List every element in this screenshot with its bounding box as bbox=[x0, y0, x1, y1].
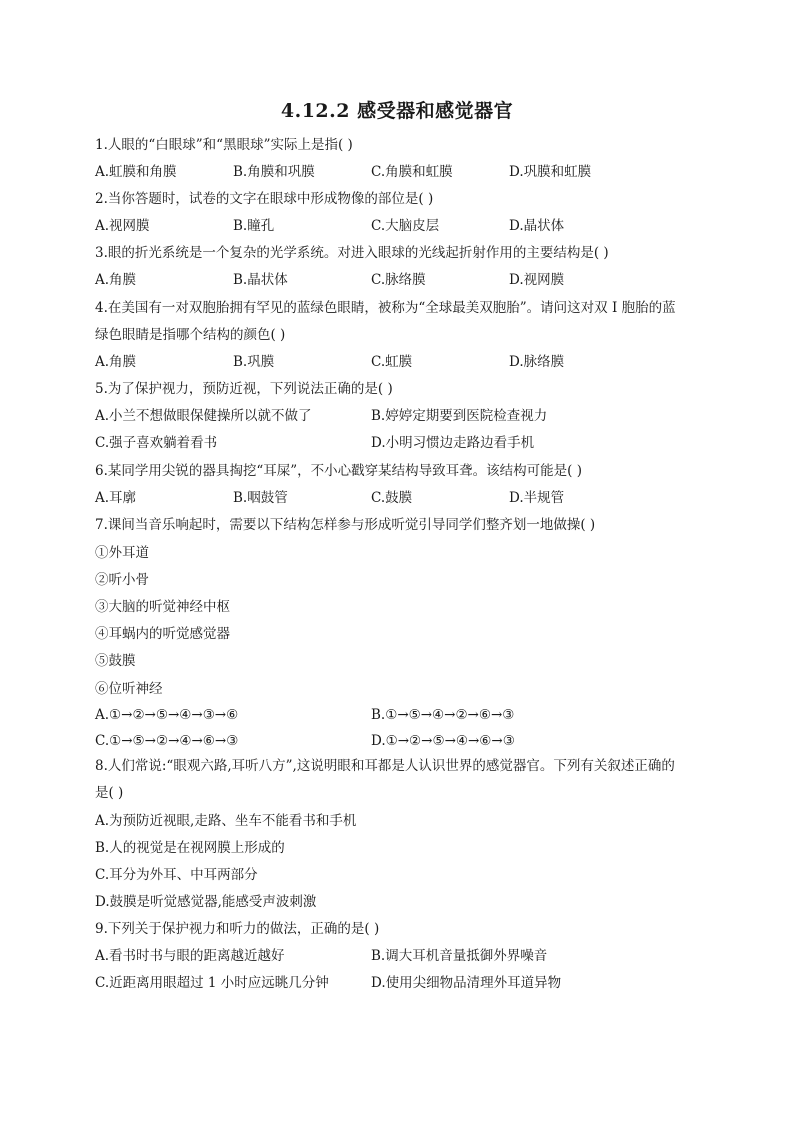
question-9-options-row-2 bbox=[95, 974, 705, 992]
option-c: C.角膜和虹膜 bbox=[371, 164, 453, 180]
option-d: D.视网膜 bbox=[509, 272, 565, 288]
option-b: B.调大耳机音量抵御外界噪音 bbox=[371, 948, 548, 964]
question-3-options bbox=[95, 271, 705, 289]
option-a: A.角膜 bbox=[95, 354, 137, 370]
question-4-stem-line-2: 绿色眼睛是指哪个结构的颜色( ) bbox=[95, 327, 286, 343]
question-5-options-row-2 bbox=[95, 434, 705, 452]
option-b: B.晶状体 bbox=[233, 272, 288, 288]
option-c: C.脉络膜 bbox=[371, 272, 426, 288]
option-c: C.大脑皮层 bbox=[371, 218, 440, 234]
question-7-item-3: ③大脑的听觉神经中枢 bbox=[95, 599, 230, 615]
question-7-item-1: ①外耳道 bbox=[95, 545, 149, 561]
question-5-stem: 5.为了保护视力，预防近视，下列说法正确的是( ) bbox=[95, 381, 393, 397]
question-6-options bbox=[95, 489, 705, 507]
option-c: C.鼓膜 bbox=[371, 490, 413, 506]
option-b: B.瞳孔 bbox=[233, 218, 275, 234]
question-6-stem: 6.某同学用尖锐的器具掏挖“耳屎”，不小心戳穿某结构导致耳聋。该结构可能是( ) bbox=[95, 463, 583, 479]
question-7-item-2: ②听小骨 bbox=[95, 572, 149, 588]
option-a: A.小兰不想做眼保健操所以就不做了 bbox=[95, 408, 312, 424]
question-7-item-6: ⑥位听神经 bbox=[95, 681, 163, 697]
question-1-stem: 1.人眼的“白眼球”和“黑眼球”实际上是指( ) bbox=[95, 137, 353, 153]
question-2-stem: 2.当你答题时，试卷的文字在眼球中形成物像的部位是( ) bbox=[95, 191, 434, 207]
page-title: 4.12.2 感受器和感觉器官 bbox=[280, 100, 514, 122]
option-d: D.脉络膜 bbox=[509, 354, 565, 370]
option-c: C.①→⑤→②→④→⑥→③ bbox=[95, 733, 239, 749]
question-7-item-5: ⑤鼓膜 bbox=[95, 653, 136, 669]
question-8-stem-line-1: 8.人们常说:“眼观六路,耳听八方”,这说明眼和耳都是人认识世界的感觉器官。下列有关叙述正确的 bbox=[95, 758, 675, 774]
option-d: D.巩膜和虹膜 bbox=[509, 164, 592, 180]
option-a: A.看书时书与眼的距离越近越好 bbox=[95, 948, 285, 964]
question-7-item-4: ④耳蜗内的听觉感觉器 bbox=[95, 626, 230, 642]
question-4-stem-line-1: 4.在美国有一对双胞胎拥有罕见的蓝绿色眼睛，被称为“全球最美双胞胎”。请问这对双 I 胞胎的蓝 bbox=[95, 300, 676, 316]
question-8-stem-line-2: 是( ) bbox=[95, 785, 124, 801]
option-c: C.强子喜欢躺着看书 bbox=[95, 435, 218, 451]
option-a: A.虹膜和角膜 bbox=[95, 164, 177, 180]
question-5-options-row-1 bbox=[95, 407, 705, 425]
question-2-options bbox=[95, 217, 705, 235]
option-a: A.视网膜 bbox=[95, 218, 150, 234]
option-d: D.使用尖细物品清理外耳道异物 bbox=[371, 975, 562, 991]
question-8-option-b: B.人的视觉是在视网膜上形成的 bbox=[95, 840, 285, 856]
question-8-option-c: C.耳分为外耳、中耳两部分 bbox=[95, 867, 258, 883]
question-8-option-a: A.为预防近视眼,走路、坐车不能看书和手机 bbox=[95, 813, 357, 829]
option-d: D.晶状体 bbox=[509, 218, 565, 234]
question-9-stem: 9.下列关于保护视力和听力的做法，正确的是( ) bbox=[95, 921, 380, 937]
question-9-options-row-1 bbox=[95, 947, 705, 965]
option-b: B.巩膜 bbox=[233, 354, 275, 370]
option-a: A.①→②→⑤→④→③→⑥ bbox=[95, 707, 239, 723]
question-1-options bbox=[95, 163, 705, 181]
option-b: B.咽鼓管 bbox=[233, 490, 288, 506]
option-b: B.角膜和巩膜 bbox=[233, 164, 315, 180]
option-d: D.小明习惯边走路边看手机 bbox=[371, 435, 535, 451]
option-a: A.耳廓 bbox=[95, 490, 137, 506]
question-7-stem: 7.课间当音乐响起时，需要以下结构怎样参与形成听觉引导同学们整齐划一地做操( ) bbox=[95, 517, 596, 533]
question-3-stem: 3.眼的折光系统是一个复杂的光学系统。对进入眼球的光线起折射作用的主要结构是( ) bbox=[95, 245, 609, 261]
option-d: D.半规管 bbox=[509, 490, 565, 506]
option-c: C.近距离用眼超过 1 小时应远眺几分钟 bbox=[95, 975, 329, 991]
option-b: B.①→⑤→④→②→⑥→③ bbox=[371, 707, 515, 723]
option-c: C.虹膜 bbox=[371, 354, 413, 370]
option-b: B.婷婷定期要到医院检查视力 bbox=[371, 408, 548, 424]
question-7-options-row-2 bbox=[95, 732, 705, 750]
option-d: D.①→②→⑤→④→⑥→③ bbox=[371, 733, 515, 749]
question-7-options-row-1 bbox=[95, 706, 705, 724]
question-4-options bbox=[95, 353, 705, 371]
question-8-option-d: D.鼓膜是听觉感觉器,能感受声波刺激 bbox=[95, 894, 317, 910]
option-a: A.角膜 bbox=[95, 272, 137, 288]
